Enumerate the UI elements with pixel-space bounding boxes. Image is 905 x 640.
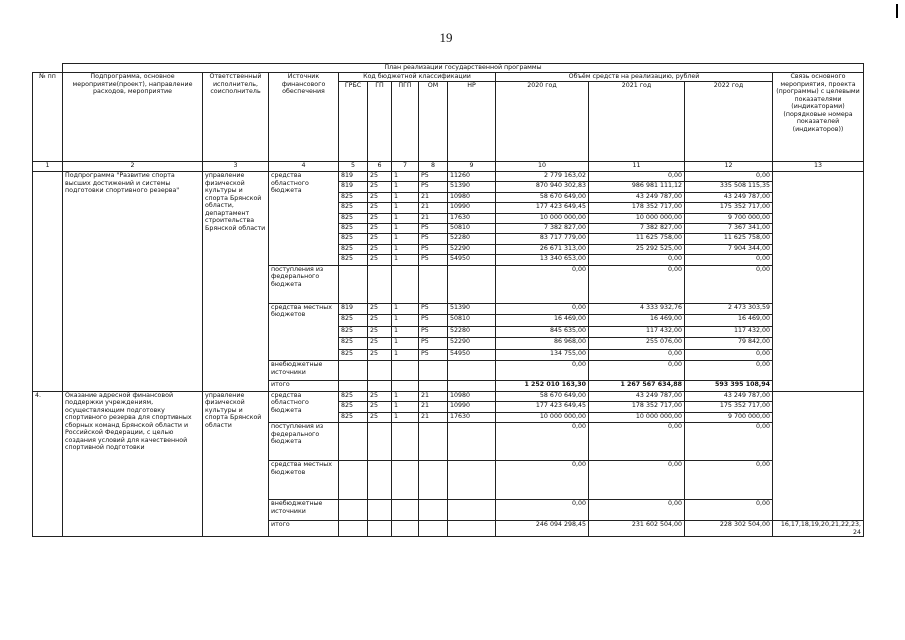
row-number: 4. (33, 391, 63, 536)
total-label: итого (269, 521, 339, 537)
header-code-group: Код бюджетной классификации (339, 73, 496, 82)
col-number: 12 (685, 162, 773, 172)
code-gp: 25 (368, 223, 392, 233)
amount-2020: 246 094 298,45 (496, 521, 589, 537)
code-empty (419, 423, 448, 461)
code-empty (392, 500, 419, 521)
amount-2020: 845 635,00 (496, 326, 589, 338)
code-empty (448, 461, 496, 500)
amount-2021: 25 292 525,00 (589, 244, 685, 254)
amount-2021: 4 333 932,76 (589, 303, 685, 315)
executor-name: управление физической культуры и спорта Брянской области, департамент строительства Брянской области (203, 172, 269, 392)
code-om: 21 (419, 412, 448, 422)
code-empty (368, 500, 392, 521)
link-cell (773, 172, 864, 392)
code-grbs: 825 (339, 391, 368, 401)
code-om: Р5 (419, 349, 448, 361)
col-number: 2 (63, 162, 203, 172)
amount-2021: 0,00 (589, 172, 685, 182)
code-gp: 25 (368, 203, 392, 213)
amount-2021: 255 076,00 (589, 338, 685, 350)
table-row (33, 391, 864, 401)
code-om: Р5 (419, 234, 448, 244)
plan-table (32, 63, 864, 537)
code-gp: 25 (368, 402, 392, 412)
code-empty (419, 461, 448, 500)
code-grbs: 819 (339, 172, 368, 182)
col-number: 13 (773, 162, 864, 172)
row-number (33, 172, 63, 392)
code-grbs: 825 (339, 223, 368, 233)
code-gp: 25 (368, 234, 392, 244)
header-program: Подпрограмма, основное мероприятие(проект), направление расходов, мероприятие (63, 73, 203, 162)
code-pgp: 1 (392, 223, 419, 233)
code-empty (368, 381, 392, 392)
code-empty (368, 423, 392, 461)
amount-2022: 16 469,00 (685, 315, 773, 327)
amount-2022: 0,00 (685, 461, 773, 500)
code-gp: 25 (368, 244, 392, 254)
source-regional: средства областного бюджета (269, 172, 339, 266)
code-empty (392, 361, 419, 381)
amount-2021: 0,00 (589, 349, 685, 361)
code-grbs: 825 (339, 338, 368, 350)
header-2020: 2020 год (496, 82, 589, 162)
link-cell (773, 391, 864, 520)
amount-2021: 0,00 (589, 423, 685, 461)
code-gp: 25 (368, 255, 392, 265)
code-empty (392, 381, 419, 392)
code-pgp: 1 (392, 192, 419, 202)
code-nr: 52280 (448, 326, 496, 338)
executor-name: управление физической культуры и спорта Брянской области (203, 391, 269, 536)
code-nr: 51390 (448, 303, 496, 315)
amount-2022: 43 249 787,00 (685, 192, 773, 202)
amount-2022: 117 432,00 (685, 326, 773, 338)
amount-2020: 83 717 779,00 (496, 234, 589, 244)
amount-2021: 0,00 (589, 461, 685, 500)
header-om: ОМ (419, 82, 448, 162)
code-empty (368, 521, 392, 537)
code-gp: 25 (368, 412, 392, 422)
header-pgp: ПГП (392, 82, 419, 162)
code-grbs: 825 (339, 234, 368, 244)
code-om: Р5 (419, 172, 448, 182)
code-nr: 10980 (448, 391, 496, 401)
amount-2021: 1 267 567 634,88 (589, 381, 685, 392)
code-om: Р5 (419, 255, 448, 265)
amount-2021: 0,00 (589, 500, 685, 521)
col-number: 3 (203, 162, 269, 172)
code-empty (392, 461, 419, 500)
code-gp: 25 (368, 391, 392, 401)
code-om: Р5 (419, 338, 448, 350)
amount-2021: 178 352 717,00 (589, 402, 685, 412)
amount-2022: 7 367 341,00 (685, 223, 773, 233)
code-om: Р5 (419, 182, 448, 192)
amount-2022: 0,00 (685, 172, 773, 182)
amount-2022: 9 700 000,00 (685, 412, 773, 422)
code-empty (419, 265, 448, 303)
code-empty (448, 500, 496, 521)
table-title: План реализации государственной программы (63, 64, 864, 73)
code-empty (339, 361, 368, 381)
code-pgp: 1 (392, 412, 419, 422)
amount-2020: 0,00 (496, 361, 589, 381)
col-number: 7 (392, 162, 419, 172)
code-empty (339, 500, 368, 521)
amount-2020: 2 779 163,02 (496, 172, 589, 182)
amount-2021: 10 000 000,00 (589, 412, 685, 422)
code-pgp: 1 (392, 338, 419, 350)
code-empty (368, 361, 392, 381)
amount-2022: 2 473 303,59 (685, 303, 773, 315)
amount-2020: 58 670 649,00 (496, 192, 589, 202)
code-om: 21 (419, 213, 448, 223)
code-nr: 51390 (448, 182, 496, 192)
header-link: Связь основного мероприятия, проекта (программы) с целевыми показателями (индикаторами) (порядковые номера показателей (индикаторов)) (773, 73, 864, 162)
page-number: 19 (439, 30, 453, 45)
amount-2020: 10 000 000,00 (496, 213, 589, 223)
header-source: Источник финансового обеспечения (269, 73, 339, 162)
plan-table-body (33, 64, 864, 537)
code-nr: 54950 (448, 255, 496, 265)
col-number: 4 (269, 162, 339, 172)
code-nr: 10990 (448, 402, 496, 412)
source-extra: внебюджетные источники (269, 500, 339, 521)
code-om: 21 (419, 192, 448, 202)
code-gp: 25 (368, 213, 392, 223)
code-pgp: 1 (392, 402, 419, 412)
col-number: 8 (419, 162, 448, 172)
amount-2020: 58 670 649,00 (496, 391, 589, 401)
code-empty (448, 265, 496, 303)
code-gp: 25 (368, 326, 392, 338)
amount-2020: 0,00 (496, 303, 589, 315)
code-empty (392, 265, 419, 303)
amount-2020: 26 671 313,00 (496, 244, 589, 254)
code-gp: 25 (368, 303, 392, 315)
amount-2021: 0,00 (589, 255, 685, 265)
program-name: Подпрограмма "Развитие спорта высших достижений и системы подготовки спортивного резерва" (63, 172, 203, 392)
code-grbs: 825 (339, 326, 368, 338)
total-label: итого (269, 381, 339, 392)
code-grbs: 825 (339, 255, 368, 265)
code-empty (339, 423, 368, 461)
source-extra: внебюджетные источники (269, 361, 339, 381)
link-indicators: 16,17,18,19,20,21,22,23, 24 (773, 521, 864, 537)
code-om: Р5 (419, 315, 448, 327)
code-empty (368, 461, 392, 500)
code-empty (419, 361, 448, 381)
header-grbs: ГРБС (339, 82, 368, 162)
col-number: 5 (339, 162, 368, 172)
code-grbs: 825 (339, 349, 368, 361)
code-gp: 25 (368, 172, 392, 182)
amount-2022: 0,00 (685, 361, 773, 381)
header-executor: Ответственный исполнитель, соисполнитель (203, 73, 269, 162)
code-nr: 50810 (448, 223, 496, 233)
amount-2022: 7 904 344,00 (685, 244, 773, 254)
header-2022: 2022 год (685, 82, 773, 162)
code-nr: 10980 (448, 192, 496, 202)
amount-2020: 134 755,00 (496, 349, 589, 361)
amount-2022: 593 395 108,94 (685, 381, 773, 392)
amount-2022: 175 352 717,00 (685, 203, 773, 213)
code-empty (392, 423, 419, 461)
amount-2021: 11 625 758,00 (589, 234, 685, 244)
code-om: Р5 (419, 303, 448, 315)
source-federal: поступления из федерального бюджета (269, 423, 339, 461)
amount-2022: 0,00 (685, 500, 773, 521)
header-gp: ГП (368, 82, 392, 162)
code-pgp: 1 (392, 349, 419, 361)
code-empty (448, 361, 496, 381)
header-volume-group: Объём средств на реализацию, рублей (496, 73, 773, 82)
code-nr: 54950 (448, 349, 496, 361)
code-pgp: 1 (392, 255, 419, 265)
edge-mark (896, 4, 898, 18)
col-number: 9 (448, 162, 496, 172)
amount-2022: 0,00 (685, 349, 773, 361)
header-2021: 2021 год (589, 82, 685, 162)
code-om: Р5 (419, 244, 448, 254)
amount-2020: 177 423 649,45 (496, 203, 589, 213)
code-nr: 17630 (448, 213, 496, 223)
code-pgp: 1 (392, 172, 419, 182)
code-grbs: 825 (339, 402, 368, 412)
code-pgp: 1 (392, 234, 419, 244)
code-empty (448, 521, 496, 537)
source-local: средства местных бюджетов (269, 303, 339, 361)
amount-2021: 7 382 827,00 (589, 223, 685, 233)
code-empty (339, 521, 368, 537)
amount-2021: 0,00 (589, 361, 685, 381)
amount-2022: 0,00 (685, 423, 773, 461)
code-empty (339, 265, 368, 303)
header-nr: НР (448, 82, 496, 162)
code-nr: 17630 (448, 412, 496, 422)
amount-2022: 43 249 787,00 (685, 391, 773, 401)
code-gp: 25 (368, 349, 392, 361)
amount-2020: 1 252 010 163,30 (496, 381, 589, 392)
amount-2022: 335 508 115,35 (685, 182, 773, 192)
table-row (33, 172, 864, 182)
amount-2020: 0,00 (496, 265, 589, 303)
code-om: 21 (419, 203, 448, 213)
amount-2021: 43 249 787,00 (589, 192, 685, 202)
amount-2021: 178 352 717,00 (589, 203, 685, 213)
code-pgp: 1 (392, 213, 419, 223)
code-nr: 52290 (448, 244, 496, 254)
code-empty (392, 521, 419, 537)
amount-2021: 43 249 787,00 (589, 391, 685, 401)
amount-2020: 86 968,00 (496, 338, 589, 350)
code-nr: 11260 (448, 172, 496, 182)
col-number: 6 (368, 162, 392, 172)
amount-2021: 986 981 111,12 (589, 182, 685, 192)
amount-2021: 0,00 (589, 265, 685, 303)
amount-2021: 117 432,00 (589, 326, 685, 338)
code-nr: 10990 (448, 203, 496, 213)
col-number: 10 (496, 162, 589, 172)
code-pgp: 1 (392, 244, 419, 254)
code-om: 21 (419, 402, 448, 412)
program-name: Оказание адресной финансовой поддержки учреждениям, осуществляющим подготовку спортивного резерва для спортивных сборных команд Брянской области и Российской Федерации, с целью создания условий для качественной спортивной подготовки (63, 391, 203, 536)
amount-2020: 7 382 827,00 (496, 223, 589, 233)
code-pgp: 1 (392, 391, 419, 401)
amount-2022: 228 302 504,00 (685, 521, 773, 537)
code-gp: 25 (368, 338, 392, 350)
code-empty (419, 381, 448, 392)
code-pgp: 1 (392, 182, 419, 192)
amount-2020: 16 469,00 (496, 315, 589, 327)
code-pgp: 1 (392, 326, 419, 338)
code-om: Р5 (419, 326, 448, 338)
col-number: 11 (589, 162, 685, 172)
amount-2021: 231 602 504,00 (589, 521, 685, 537)
amount-2022: 0,00 (685, 255, 773, 265)
code-gp: 25 (368, 192, 392, 202)
header-no: № пп (33, 73, 63, 162)
code-empty (339, 381, 368, 392)
code-grbs: 825 (339, 244, 368, 254)
code-om: 21 (419, 391, 448, 401)
amount-2020: 13 340 653,00 (496, 255, 589, 265)
source-local: средства местных бюджетов (269, 461, 339, 500)
code-empty (419, 521, 448, 537)
amount-2022: 9 700 000,00 (685, 213, 773, 223)
code-gp: 25 (368, 315, 392, 327)
code-grbs: 825 (339, 203, 368, 213)
code-pgp: 1 (392, 303, 419, 315)
code-grbs: 825 (339, 412, 368, 422)
amount-2021: 10 000 000,00 (589, 213, 685, 223)
amount-2021: 16 469,00 (589, 315, 685, 327)
source-regional: средства областного бюджета (269, 391, 339, 422)
code-nr: 52290 (448, 338, 496, 350)
code-grbs: 825 (339, 192, 368, 202)
code-pgp: 1 (392, 203, 419, 213)
amount-2020: 0,00 (496, 423, 589, 461)
amount-2020: 0,00 (496, 500, 589, 521)
amount-2020: 177 423 649,45 (496, 402, 589, 412)
code-om: Р5 (419, 223, 448, 233)
code-empty (339, 461, 368, 500)
amount-2020: 0,00 (496, 461, 589, 500)
amount-2020: 870 940 302,83 (496, 182, 589, 192)
code-empty (448, 423, 496, 461)
code-grbs: 825 (339, 315, 368, 327)
amount-2022: 0,00 (685, 265, 773, 303)
col-number: 1 (33, 162, 63, 172)
code-empty (448, 381, 496, 392)
code-nr: 50810 (448, 315, 496, 327)
code-empty (368, 265, 392, 303)
code-pgp: 1 (392, 315, 419, 327)
code-gp: 25 (368, 182, 392, 192)
code-grbs: 819 (339, 182, 368, 192)
source-federal: поступления из федерального бюджета (269, 265, 339, 303)
code-nr: 52280 (448, 234, 496, 244)
amount-2022: 11 625 758,00 (685, 234, 773, 244)
code-grbs: 819 (339, 303, 368, 315)
amount-2022: 79 842,00 (685, 338, 773, 350)
code-empty (419, 500, 448, 521)
amount-2020: 10 000 000,00 (496, 412, 589, 422)
code-grbs: 825 (339, 213, 368, 223)
amount-2022: 175 352 717,00 (685, 402, 773, 412)
